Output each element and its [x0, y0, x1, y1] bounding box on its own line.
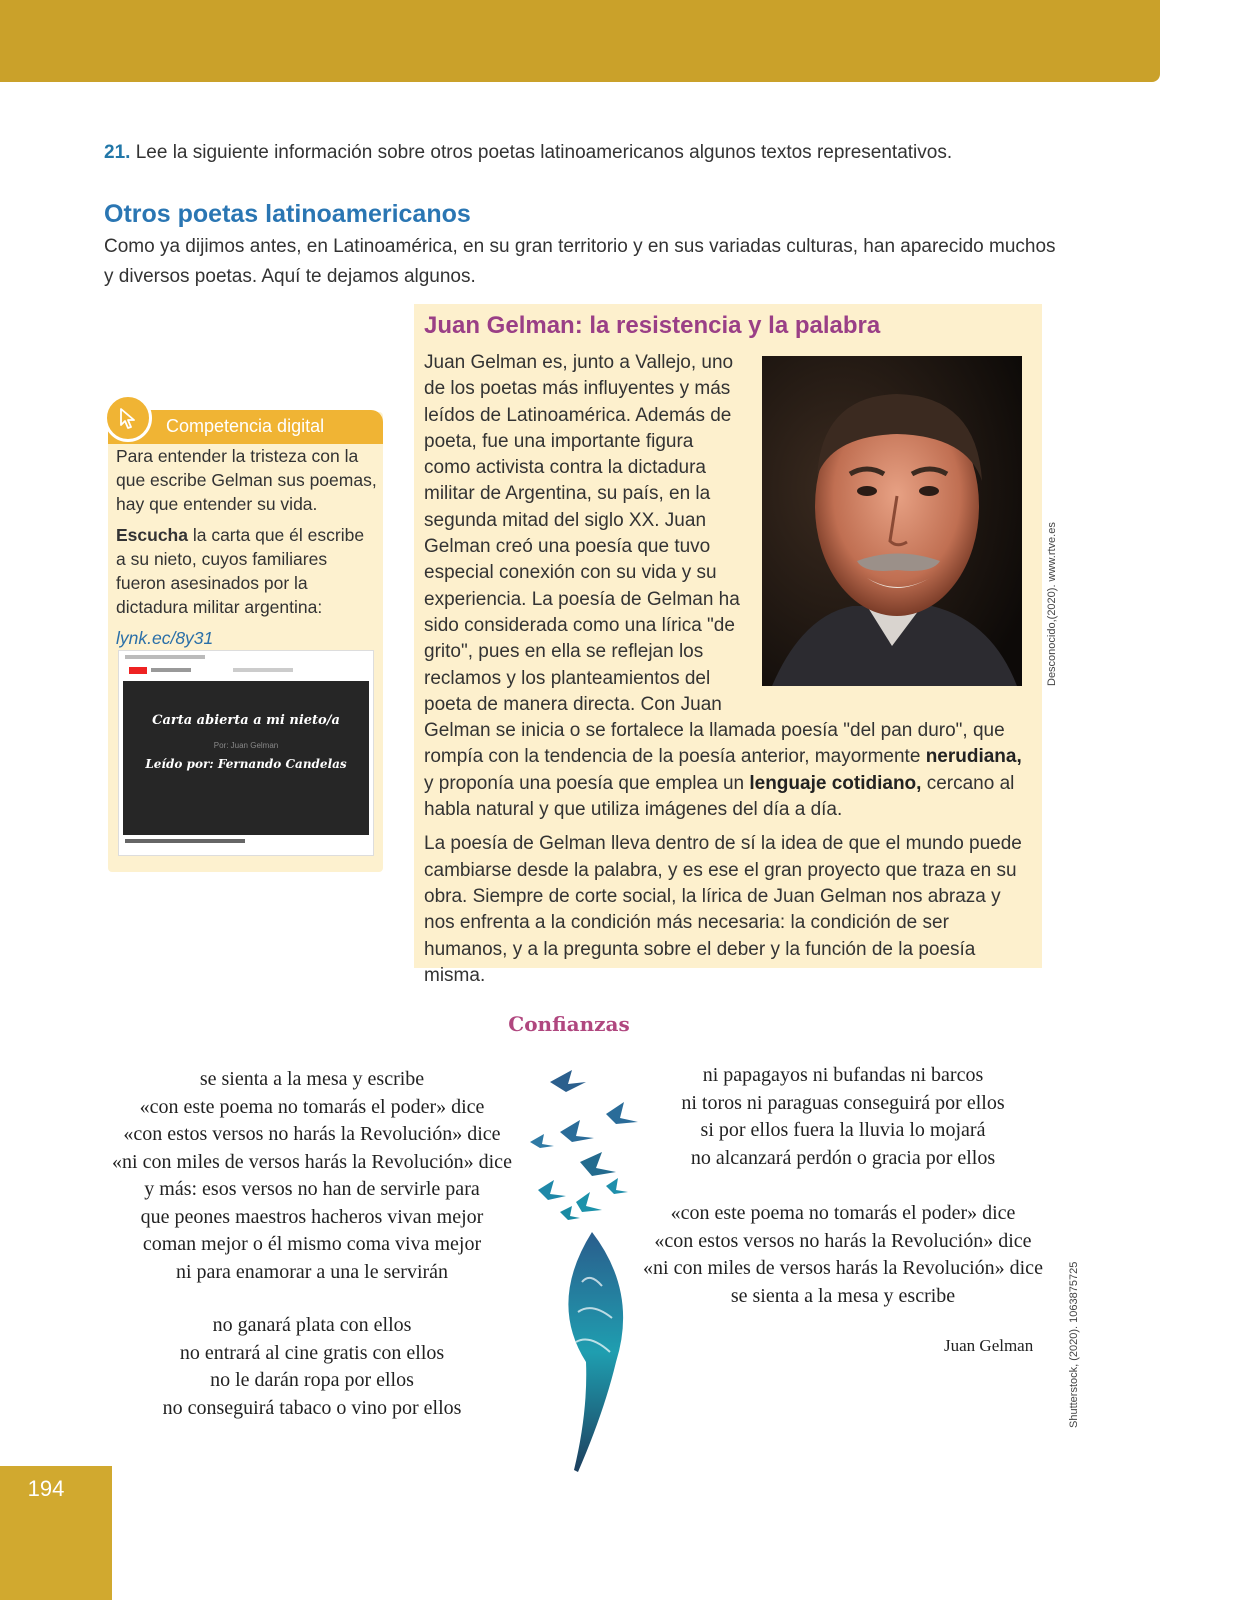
poem-line: ni papagayos ni bufandas ni barcos: [702, 1064, 984, 1086]
poem-stanza-1: [94, 1066, 530, 1286]
gelman-text-part-2: y proponía una poesía que emplea un: [424, 772, 750, 794]
youtube-logo-icon: [129, 667, 147, 674]
top-color-band: [0, 0, 1160, 82]
video-screen[interactable]: [123, 681, 369, 835]
exercise-number: 21.: [104, 142, 131, 163]
poem-stanza-2: [94, 1312, 530, 1422]
exercise-verb: Lee: [135, 142, 168, 163]
video-author: Por: Juan Gelman: [213, 741, 279, 750]
section-intro: Como ya dijimos antes, en Latinoamérica, en su gran territorio y en sus variadas culturas, han aparecido muchos y diversos poetas. Aquí te dejamos algunos.: [104, 236, 1056, 287]
poem-line: que peones maestros hacheros vivan mejor: [140, 1205, 484, 1228]
section-title: Otros poetas latinoamericanos: [104, 200, 471, 228]
poem-stanza-3: [626, 1062, 1060, 1172]
poem-line: ni para enamorar a una le servirán: [175, 1260, 449, 1283]
poem-line: no entrará al cine gratis con ellos: [179, 1341, 445, 1364]
poem-line: «con estos versos no harás la Revolución» dice: [123, 1123, 501, 1145]
poem-line: se sienta a la mesa y escribe: [730, 1284, 956, 1307]
competencia-digital-title: Competencia digital: [166, 416, 325, 436]
poem-line: «con estos versos no harás la Revolución» dice: [654, 1229, 1032, 1252]
gelman-title: Juan Gelman: la resistencia y la palabra: [424, 312, 881, 339]
poem-line: no le darán ropa por ellos: [210, 1369, 414, 1391]
competencia-link[interactable]: lynk.ec/8y31: [116, 628, 214, 648]
cursor-icon: [104, 394, 152, 442]
gelman-paragraph-1: Juan Gelman es, junto a Vallejo, uno de los poetas más influyentes y más leídos de Latinoamérica. Además de poeta, fue una importante figura como activista contra la dictadura militar de Argentina, su país, en la segunda mitad del siglo XX. Juan Gelman creó una poesía que tuvo especial conexión con su vida y su experiencia. La poesía de Gelman ha sido considerada como una lírica "de grito", pues en ella se reflejan los reclamos y los planteamientos del poeta de manera directa. Con Juan: [424, 352, 740, 715]
poem-line: ni toros ni paraguas conseguirá por ellos: [681, 1091, 1005, 1114]
gelman-text-part-1: Gelman se inicia o se fortalece la llamada poesía "del pan duro", que rompía con la tendencia de la poesía anterior, mayormente: [424, 720, 1005, 768]
page-number-box: [0, 1466, 112, 1600]
bold-nerudiana: nerudiana,: [925, 746, 1022, 768]
poem-line: no ganará plata con ellos: [212, 1314, 412, 1336]
poem-line: «ni con miles de versos harás la Revolución» dice: [112, 1150, 512, 1173]
poem-line: «ni con miles de versos harás la Revolución» dice: [643, 1257, 1043, 1279]
competencia-paragraph-2: [116, 523, 378, 619]
poem-line: no conseguirá tabaco o vino por ellos: [162, 1396, 462, 1419]
video-reader: Leído por: Fernando Candelas: [145, 757, 347, 771]
competencia-paragraph-2-text: la carta que él escribe a su nieto, cuyos familiares fueron asesinados por la dictadura militar argentina:: [116, 525, 365, 617]
video-caption: [125, 839, 245, 843]
poem-line: «con este poema no tomarás el poder» dice: [670, 1202, 1016, 1224]
poem-stanza-4: [626, 1200, 1060, 1310]
competencia-digital-text: [116, 444, 378, 657]
video-title: Carta abierta a mi nieto/a: [152, 713, 340, 728]
poem-line: no alcanzará perdón o gracia por ellos: [690, 1146, 996, 1169]
photo-credit: Desconocido,(2020). www.rtve.es: [1046, 522, 1058, 686]
gelman-body: [424, 350, 1036, 989]
poem-title: Confianzas: [508, 1012, 630, 1036]
poem-line: coman mejor o él mismo coma viva mejor: [142, 1233, 482, 1255]
competencia-verb: Escucha: [116, 525, 188, 545]
page-number: 194: [27, 1476, 65, 1501]
browser-toolbar: [123, 653, 369, 679]
competencia-paragraph-1: Para entender la tristeza con la que escribe Gelman sus poemas, hay que entender su vida.: [116, 446, 377, 514]
gelman-text-part-3: cercano al habla natural y que utiliza imágenes del día a día.: [424, 772, 1015, 821]
gelman-paragraph-2: La poesía de Gelman lleva dentro de sí la idea de que el mundo puede cambiarse desde la palabra, y es ese el gran proyecto que traza en su obra. Siempre de corte social, la lírica de Juan Gelman nos abraza y nos enfrenta a la condición más necesaria: la condición de ser humanos, y a la pregunta sobre el deber y la función de la poesía misma.: [424, 833, 1022, 986]
exercise-instruction: [104, 142, 1104, 164]
feather-birds-illustration: [520, 1062, 660, 1482]
poem-author: Juan Gelman: [944, 1336, 1034, 1355]
exercise-text: la siguiente información sobre otros poetas latinoamericanos algunos textos representativos.: [172, 142, 953, 163]
image-credit: Shutterstock, (2020). 1063875725: [1068, 1261, 1080, 1428]
poem-line: «con este poema no tomarás el poder» dice: [139, 1095, 485, 1118]
video-thumbnail[interactable]: [118, 650, 374, 856]
poem-line: y más: esos versos no han de servirle para: [144, 1178, 480, 1200]
gelman-paragraph-1-continued: [424, 718, 1036, 823]
poem-line: se sienta a la mesa y escribe: [199, 1068, 425, 1090]
poem-line: si por ellos fuera la lluvia lo mojará: [700, 1119, 986, 1141]
bold-lenguaje-cotidiano: lenguaje cotidiano,: [749, 772, 922, 794]
